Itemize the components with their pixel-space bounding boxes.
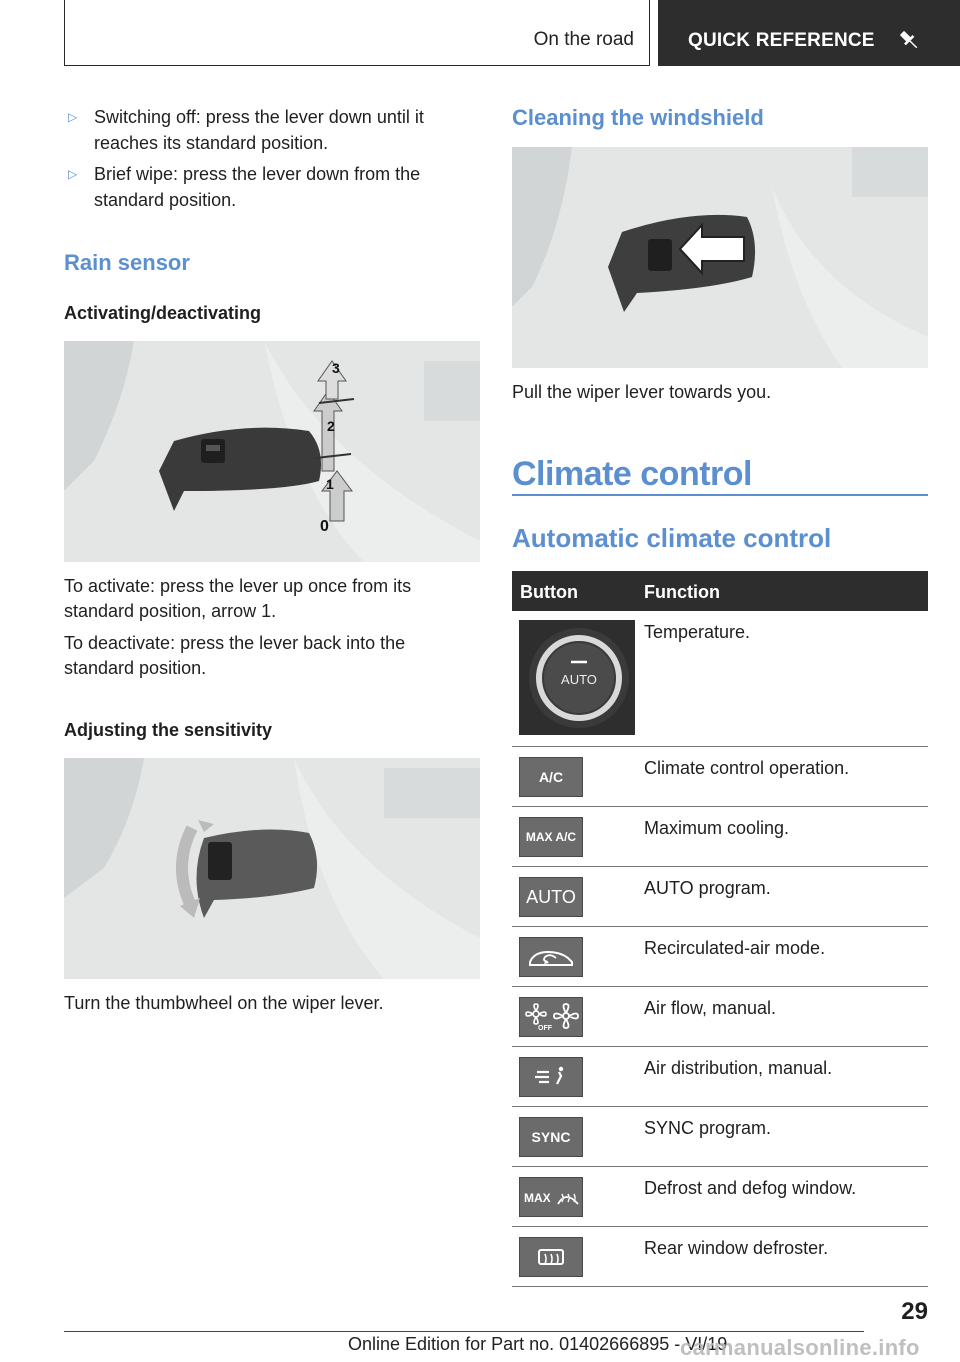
triangle-bullet-icon: ▷ (68, 110, 78, 124)
figure-label-2: 2 (327, 418, 335, 434)
deactivate-text: To deactivate: press the lever back into the standard position. (64, 633, 406, 678)
function-text: Air flow, manual. (644, 998, 777, 1018)
climate-button-table (512, 571, 928, 1287)
figure-label-1: 1 (326, 476, 334, 492)
function-text: Maximum cooling. (644, 818, 790, 838)
quick-reference-label: QUICK REFERENCE (688, 30, 875, 51)
max-defrost-icon (519, 1177, 583, 1217)
auto-dial-label: AUTO (561, 672, 597, 687)
list-item: ▷ Switching off: press the lever down until it reaches its standard position. (64, 104, 480, 156)
auto-button-icon: AUTO (519, 877, 583, 917)
table-row (512, 1227, 928, 1287)
header-section-title: On the road (533, 29, 634, 50)
col-header-function: Function (644, 582, 720, 602)
table-row (512, 807, 928, 867)
figure-label-3: 3 (332, 360, 340, 376)
thumbwheel-text: Turn the thumbwheel on the wiper lever. (64, 993, 384, 1013)
activate-text: To activate: press the lever up once from its standard position, arrow 1. (64, 576, 412, 621)
max-defrost-label: MAX (524, 1191, 551, 1205)
air-distribution-icon (519, 1057, 583, 1097)
col-header-button: Button (520, 582, 578, 602)
figure-label-0: 0 (320, 518, 329, 535)
function-text: Defrost and defog window. (644, 1178, 857, 1198)
function-text: Air distribution, manual. (644, 1058, 833, 1078)
page-number: 29 (901, 1298, 928, 1325)
wiper-lever-illustration (64, 341, 480, 562)
sensitivity-heading: Adjusting the sensitivity (64, 720, 273, 740)
cleaning-heading: Cleaning the windshield (512, 105, 764, 130)
max-ac-button-icon: MAX A/C (519, 817, 583, 857)
table-row (512, 867, 928, 927)
windshield-figure (512, 147, 928, 368)
ac-button-icon: A/C (519, 757, 583, 797)
sync-button-icon: SYNC (519, 1117, 583, 1157)
thumbwheel-illustration (64, 758, 480, 979)
triangle-bullet-icon: ▷ (68, 167, 78, 181)
fan-icon (519, 997, 583, 1037)
list-item: ▷ Brief wipe: press the lever down from the standard position. (64, 161, 480, 213)
table-row (512, 1167, 928, 1227)
fan-off-label: OFF (538, 1025, 552, 1032)
activating-heading: Activating/deactivating (64, 303, 262, 323)
table-row (512, 1107, 928, 1167)
pull-text: Pull the wiper lever towards you. (512, 382, 772, 402)
rain-sensor-figure (64, 341, 480, 562)
function-text: Temperature. (644, 622, 751, 642)
edition-text: Online Edition for Part no. 01402666895 - VI/19 (348, 1334, 728, 1354)
table-row (512, 611, 928, 747)
footer-rule (64, 1331, 864, 1332)
function-text: SYNC program. (644, 1118, 772, 1138)
watermark: carmanualsonline.info (680, 1335, 920, 1360)
heading-rule (512, 494, 928, 496)
quick-reference-tab[interactable] (658, 0, 960, 66)
table-row (512, 987, 928, 1047)
table-row (512, 747, 928, 807)
function-text: Rear window defroster. (644, 1238, 829, 1258)
automatic-climate-heading: Automatic climate control (512, 523, 832, 553)
function-text: Climate control operation. (644, 758, 850, 778)
function-text: Recirculated-air mode. (644, 938, 826, 958)
pull-lever-illustration (512, 147, 928, 368)
climate-control-heading: Climate control (512, 455, 752, 493)
thumbwheel-figure (64, 758, 480, 979)
rain-sensor-heading: Rain sensor (64, 250, 190, 275)
recirculation-icon (519, 937, 583, 977)
rear-defroster-icon (519, 1237, 583, 1277)
temperature-dial-icon (519, 620, 635, 735)
table-row (512, 1047, 928, 1107)
function-text: AUTO program. (644, 878, 771, 898)
pin-icon (896, 27, 922, 53)
table-header (512, 571, 928, 611)
table-row (512, 927, 928, 987)
